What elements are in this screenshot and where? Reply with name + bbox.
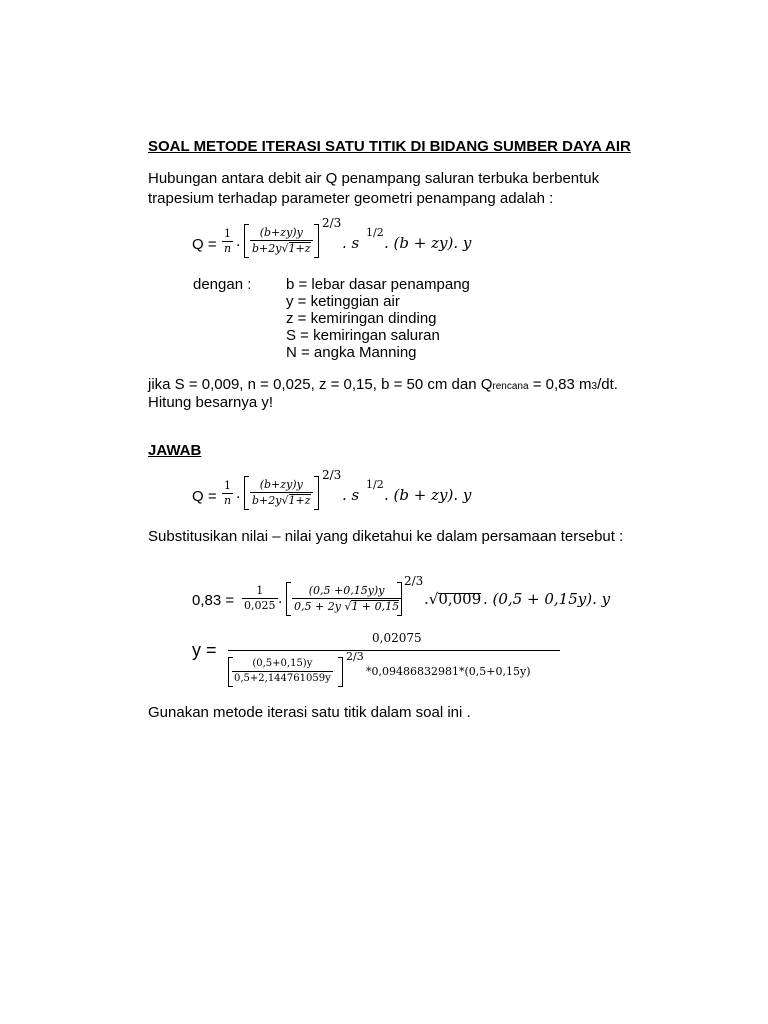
definition-item-y: y = ketinggian air	[286, 293, 400, 310]
right-bracket	[314, 224, 319, 258]
inner-denominator-sqrt: 1+z	[288, 242, 311, 255]
formula-tail: . (b + zy). y	[384, 234, 472, 252]
formula-dot: .	[236, 486, 241, 502]
power-two-thirds: 2/3	[322, 468, 342, 482]
left-bracket	[244, 476, 249, 510]
manning-formula-repeat	[192, 468, 522, 522]
inner-denominator: 0,5 + 2y √1 + 0,15	[294, 600, 400, 613]
inner-denominator-sqrt: 1 + 0,15	[351, 600, 400, 613]
intro-line-1: Hubungan antara debit air Q penampang saluran terbuka berbentuk	[148, 170, 600, 187]
inner-denominator: b+2y√1+z	[252, 242, 311, 255]
formula-s-term: . s	[342, 234, 360, 252]
left-bracket	[286, 582, 291, 616]
substituted-lhs: 0,83 =	[192, 592, 235, 609]
y-inner-fraction	[232, 658, 333, 685]
fraction-denominator: n	[224, 494, 232, 507]
given-unit-tail: /dt.	[597, 376, 618, 393]
fraction-numerator: 1	[222, 480, 233, 494]
s-power-half: 1/2	[366, 478, 384, 491]
right-bracket	[314, 476, 319, 510]
definition-item-n: N = angka Manning	[286, 344, 417, 361]
substituted-equation	[192, 574, 632, 624]
s-power-half: 1/2	[366, 226, 384, 239]
fraction-numerator: 1	[242, 585, 278, 599]
definitions-label: dengan :	[193, 276, 252, 293]
substitute-instruction: Substitusikan nilai – nilai yang diketahui ke dalam persamaan tersebut :	[148, 528, 624, 545]
q-subscript: rencana	[492, 381, 529, 392]
fraction-denominator: 0,025	[244, 599, 276, 612]
y-numerator: 0,02075	[372, 631, 422, 645]
inner-denominator-prefix: b+2y	[252, 494, 282, 507]
page-title: SOAL METODE ITERASI SATU TITIK DI BIDANG SUMBER DAYA AIR	[148, 138, 631, 155]
manning-formula	[192, 216, 522, 266]
left-bracket	[244, 224, 249, 258]
inner-numerator: (b+zy)y	[250, 479, 313, 493]
inner-denominator-sqrt: 1+z	[288, 494, 311, 507]
substituted-inner-fraction	[292, 585, 401, 613]
definition-item-s: S = kemiringan saluran	[286, 327, 440, 344]
formula-lhs: Q =	[192, 236, 217, 253]
formula-inner-fraction	[250, 227, 313, 255]
y-equation	[192, 628, 582, 688]
given-text: jika S = 0,009, n = 0,025, z = 0,15, b = 50 cm dan Q	[148, 376, 493, 393]
formula-tail: . (b + zy). y	[384, 486, 472, 504]
fraction-numerator: 1	[222, 228, 233, 242]
question-text: Hitung besarnya y!	[148, 394, 274, 411]
power-two-thirds: 2/3	[404, 574, 424, 588]
inner-denominator-prefix: b+2y	[252, 242, 282, 255]
formula-fraction-1-over-n	[222, 480, 233, 507]
inner-numerator: (0,5+0,15)y	[232, 658, 333, 672]
sqrt-value: 0,009	[438, 590, 482, 608]
definition-item-z: z = kemiringan dinding	[286, 310, 437, 327]
inner-numerator: (b+zy)y	[250, 227, 313, 241]
formula-dot: .	[236, 234, 241, 250]
inner-denominator: 0,5+2,144761059y	[234, 673, 331, 684]
y-denominator-tail: *0,09486832981*(0,5+0,15y)	[366, 665, 531, 678]
fraction-denominator: n	[224, 242, 232, 255]
substituted-fraction-1-over-n	[242, 585, 278, 612]
substituted-dot: .	[278, 591, 283, 607]
formula-s-term: . s	[342, 486, 360, 504]
closing-instruction: Gunakan metode iterasi satu titik dalam soal ini .	[148, 704, 471, 721]
y-lhs: y =	[192, 640, 217, 660]
inner-numerator: (0,5 +0,15y)y	[292, 585, 401, 599]
formula-inner-fraction	[250, 479, 313, 507]
substituted-tail: . (0,5 + 0,15y). y	[483, 590, 611, 608]
unit-subscript: 3	[591, 381, 598, 392]
formula-fraction-1-over-n	[222, 228, 233, 255]
right-bracket	[397, 582, 402, 616]
inner-denominator: b+2y√1+z	[252, 494, 311, 507]
intro-line-2: trapesium terhadap parameter geometri penampang adalah :	[148, 190, 554, 207]
formula-lhs: Q =	[192, 488, 217, 505]
sqrt-term: .√0,009	[424, 590, 482, 608]
power-two-thirds: 2/3	[322, 216, 342, 230]
right-bracket	[338, 657, 343, 687]
given-q-value: = 0,83 m	[528, 376, 592, 393]
inner-denominator-prefix: 0,5 + 2y	[294, 600, 341, 613]
fraction-bar	[228, 650, 560, 651]
answer-heading: JAWAB	[148, 442, 202, 459]
given-values	[148, 376, 618, 395]
definition-item-b: b = lebar dasar penampang	[286, 276, 470, 293]
power-two-thirds: 2/3	[346, 650, 364, 663]
